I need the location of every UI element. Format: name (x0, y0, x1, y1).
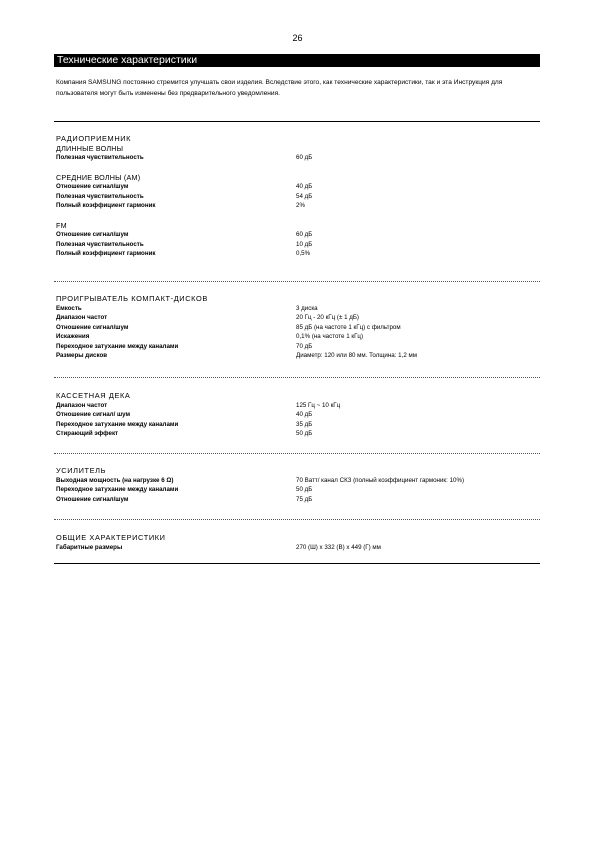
subsection-title: ДЛИННЫЕ ВОЛНЫ (56, 143, 124, 153)
section-divider (54, 121, 540, 122)
spec-row (56, 476, 540, 486)
spec-label: Стирающий эффект (56, 430, 119, 437)
spec-list (56, 153, 540, 163)
spec-list (56, 304, 540, 361)
spec-label: Полный коэффициент гармоник (56, 250, 156, 257)
spec-label: Искажения (56, 333, 90, 340)
spec-value: 60 дБ (296, 154, 313, 161)
section-divider (54, 453, 540, 454)
spec-row (56, 351, 540, 361)
spec-row (56, 495, 540, 505)
spec-label: Диапазон частот (56, 314, 108, 321)
spec-row (56, 420, 540, 430)
spec-row (56, 342, 540, 352)
section-title: РАДИОПРИЕМНИК (56, 134, 132, 143)
spec-value: 70 дБ (296, 342, 313, 350)
spec-value: 270 (Ш) x 332 (В) x 449 (Г) мм (296, 543, 381, 551)
section-title: ОБЩИЕ ХАРАКТЕРИСТИКИ (56, 533, 166, 542)
spec-label: Полезная чувствительность (56, 240, 144, 248)
spec-row (56, 323, 540, 333)
section-title: ПРОИГРЫВАТЕЛЬ КОМПАКТ-ДИСКОВ (56, 294, 208, 303)
spec-value: 0,5% (296, 250, 311, 257)
spec-list (56, 230, 540, 259)
spec-value: 70 Ватт/ канал СКЗ (полный коэффициент гармоник: 10%) (296, 476, 465, 484)
spec-label: Переходное затухание между каналами (56, 486, 179, 493)
general-section (56, 533, 540, 552)
spec-label: Полный коэффициент гармоник (56, 202, 156, 209)
spec-label: Переходное затухание между каналами (56, 420, 179, 428)
subsection-title: СРЕДНИЕ ВОЛНЫ (AM) (56, 172, 141, 182)
spec-label: Габаритные размеры (56, 543, 123, 551)
spec-list (56, 182, 540, 211)
spec-row (56, 313, 540, 323)
spec-list (56, 476, 540, 505)
spec-value: 125 Гц ~ 10 кГц (296, 401, 341, 409)
spec-value: 3 диска (296, 304, 318, 312)
spec-label: Емкость (56, 304, 82, 312)
spec-row (56, 192, 540, 202)
spec-value: 75 дБ (296, 495, 313, 503)
spec-value: 20 Гц - 20 кГц (± 1 дБ) (296, 314, 359, 321)
spec-label: Диапазон частот (56, 401, 108, 409)
spec-row (56, 230, 540, 240)
spec-row (56, 543, 540, 553)
spec-row (56, 240, 540, 250)
spec-label: Отношение сигнал/шум (56, 231, 129, 238)
spec-row (56, 485, 540, 495)
spec-value: 2% (296, 202, 305, 209)
spec-label: Переходное затухание между каналами (56, 342, 179, 350)
intro-paragraph: Компания SAMSUNG постоянно стремится улучшать свои изделия. Вследствие этого, как технические характеристики, так и эта Инструкция для пользователя могут быть изменены без предварительного уведомления. (56, 79, 503, 97)
radio-section (56, 134, 540, 259)
spec-label: Отношение сигнал/шум (56, 183, 129, 190)
spec-label: Отношение сигнал/шум (56, 323, 129, 331)
spec-row (56, 401, 540, 411)
section-divider (54, 377, 540, 378)
spec-value: 35 дБ (296, 420, 313, 428)
subsection-title: FM (56, 220, 67, 230)
spec-label: Полезная чувствительность (56, 192, 144, 200)
spec-row (56, 304, 540, 314)
section-title: УСИЛИТЕЛЬ (56, 466, 107, 475)
spec-value: 85 дБ (на частоте 1 кГц) с фильтром (296, 323, 401, 331)
spec-value: 0,1% (на частоте 1 кГц) (296, 333, 364, 340)
spec-row (56, 249, 540, 259)
section-divider (54, 519, 540, 520)
section-divider (54, 563, 540, 564)
spec-value: 50 дБ (296, 430, 313, 437)
section-title: КАССЕТНАЯ ДЕКА (56, 391, 131, 400)
spec-value: 40 дБ (296, 411, 313, 418)
spec-value: 10 дБ (296, 240, 313, 248)
spec-label: Полезная чувствительность (56, 154, 144, 161)
page-title: Технические характеристики (54, 54, 540, 67)
spec-list (56, 401, 540, 439)
cassette-section (56, 391, 540, 439)
spec-value: 40 дБ (296, 183, 313, 190)
spec-label: Выходная мощность (на нагрузке 6 Ω) (56, 476, 174, 484)
spec-row (56, 182, 540, 192)
spec-row (56, 153, 540, 163)
spec-value: Диаметр: 120 или 80 мм. Толщина: 1,2 мм (296, 352, 418, 359)
spec-label: Отношение сигнал/шум (56, 495, 129, 503)
spec-label: Отношение сигнал/ шум (56, 411, 131, 418)
page-number: 26 (292, 33, 303, 43)
spec-list (56, 543, 540, 553)
spec-value: 50 дБ (296, 486, 313, 493)
amplifier-section (56, 466, 540, 504)
spec-label: Размеры дисков (56, 352, 108, 359)
spec-row (56, 332, 540, 342)
spec-row (56, 410, 540, 420)
spec-value: 54 дБ (296, 192, 313, 200)
spec-row (56, 201, 540, 211)
spec-row (56, 429, 540, 439)
cd-section (56, 294, 540, 361)
spec-value: 60 дБ (296, 231, 313, 238)
section-divider (54, 281, 540, 282)
